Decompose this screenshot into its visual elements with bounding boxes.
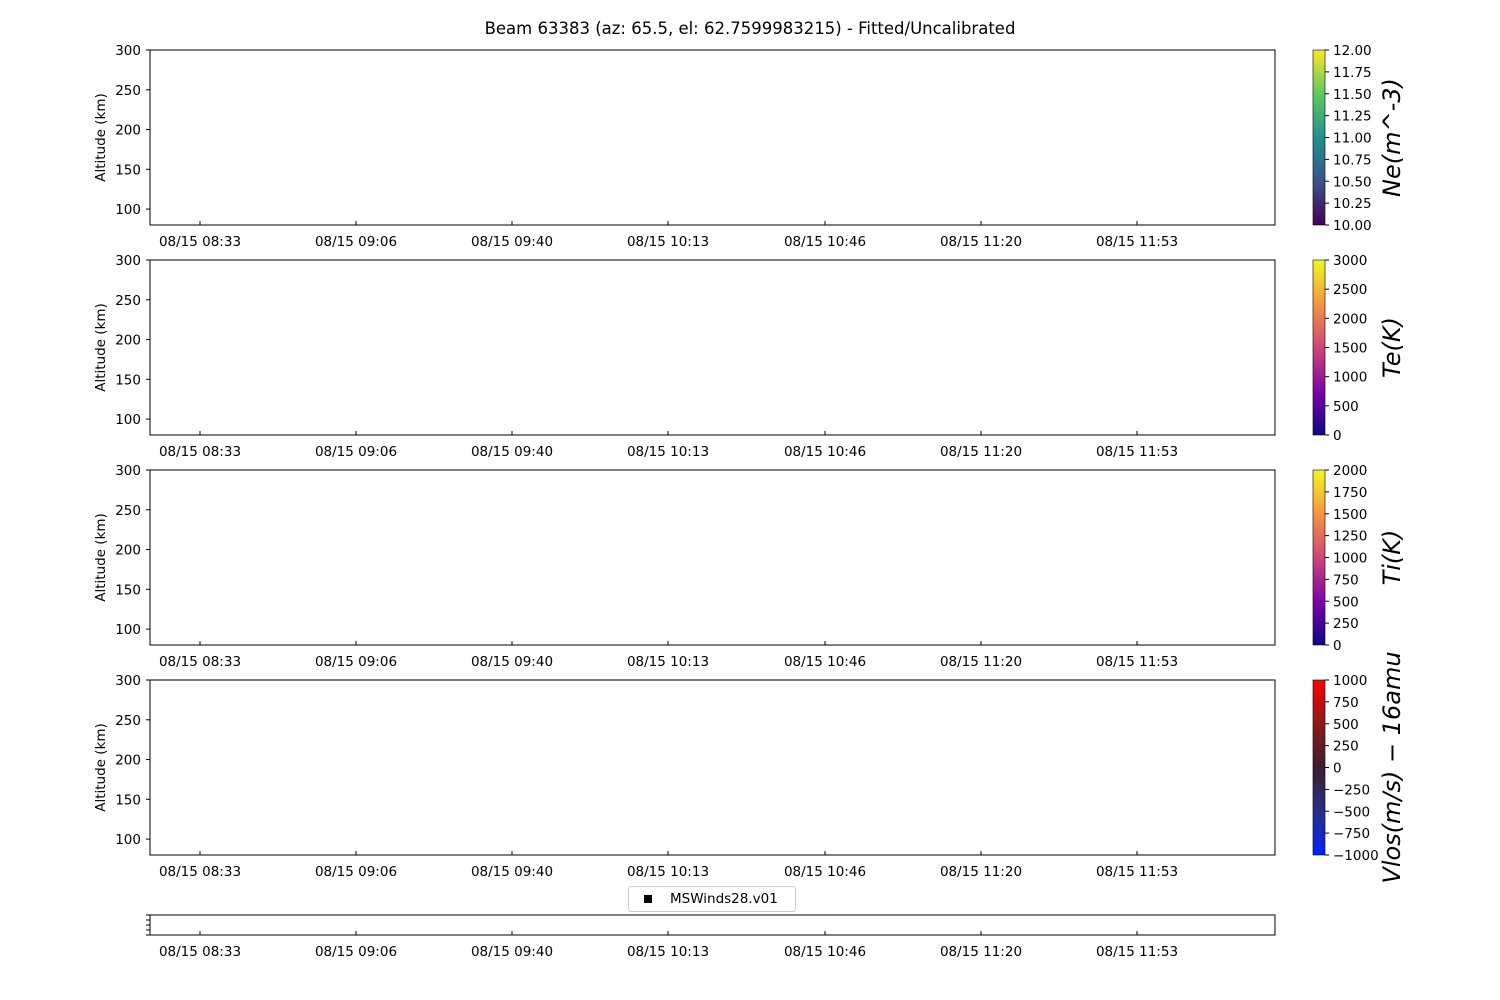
colorbar-tick-label: 0	[1333, 760, 1342, 777]
x-tick-label: 08/15 10:13	[626, 444, 710, 460]
colorbar-tick-label: 500	[1333, 398, 1359, 415]
x-tick-label: 08/15 09:40	[470, 654, 554, 670]
colorbar-tick-label: 10.25	[1333, 196, 1372, 213]
x-tick-label: 08/15 10:13	[626, 234, 710, 250]
y-tick-label: 200	[115, 752, 141, 769]
colorbar-tick-label: 11.75	[1333, 64, 1372, 81]
colorbar	[1313, 260, 1325, 435]
colorbar-tick-label: 2000	[1333, 311, 1368, 328]
colorbar-label: Vlos(m/s) − 16amu	[1378, 651, 1406, 884]
panel-3	[93, 463, 1406, 670]
colorbar-tick-label: 10.00	[1333, 218, 1372, 234]
colorbar-tick-label: 3000	[1333, 253, 1368, 269]
y-axis-label: Altitude (km)	[93, 303, 109, 392]
colorbar-label: Ti(K)	[1378, 529, 1406, 586]
colorbar-tick-label: 2000	[1333, 463, 1368, 479]
legend	[628, 886, 796, 912]
y-tick-label: 200	[115, 332, 141, 349]
plot-frame	[150, 260, 1275, 435]
colorbar-tick-label: 1000	[1333, 550, 1368, 567]
x-tick-label: 08/15 11:20	[939, 654, 1023, 670]
x-tick-label: 08/15 09:06	[314, 864, 398, 880]
panel-5	[146, 915, 1275, 960]
y-tick-label: 250	[115, 502, 141, 519]
plot-frame	[150, 470, 1275, 645]
figure-title: Beam 63383 (az: 65.5, el: 62.7599983215) - Fitted/Uncalibrated	[484, 19, 1016, 38]
colorbar-tick-label: 0	[1333, 638, 1342, 654]
x-tick-label: 08/15 08:33	[158, 444, 242, 460]
colorbar-tick-label: 10.50	[1333, 174, 1372, 191]
colorbar-tick-label: 11.25	[1333, 108, 1372, 125]
y-tick-label: 150	[115, 582, 141, 599]
x-tick-label: 08/15 09:06	[314, 444, 398, 460]
y-axis-label: Altitude (km)	[93, 513, 109, 602]
x-tick-label: 08/15 10:46	[783, 444, 867, 460]
legend-label: MSWinds28.v01	[670, 891, 778, 907]
y-tick-label: 200	[115, 542, 141, 559]
x-tick-label: 08/15 09:40	[470, 944, 554, 960]
plot-frame	[150, 680, 1275, 855]
x-tick-label: 08/15 09:40	[470, 444, 554, 460]
x-tick-label: 08/15 08:33	[158, 234, 242, 250]
x-tick-label: 08/15 09:06	[314, 234, 398, 250]
x-tick-label: 08/15 09:40	[470, 234, 554, 250]
colorbar	[1313, 50, 1325, 225]
y-tick-label: 250	[115, 292, 141, 309]
x-tick-label: 08/15 08:33	[158, 864, 242, 880]
colorbar-tick-label: 250	[1333, 738, 1359, 755]
x-tick-label: 08/15 10:13	[626, 944, 710, 960]
plot-frame	[150, 50, 1275, 225]
y-tick-label: 200	[115, 122, 141, 139]
colorbar-tick-label: 1500	[1333, 340, 1368, 357]
y-tick-label: 100	[115, 202, 141, 219]
x-tick-label: 08/15 10:13	[626, 654, 710, 670]
colorbar-label: Te(K)	[1378, 317, 1406, 378]
y-tick-label: 150	[115, 162, 141, 179]
x-tick-label: 08/15 10:46	[783, 864, 867, 880]
colorbar-label: Ne(m^-3)	[1378, 78, 1406, 197]
y-tick-label: 250	[115, 82, 141, 99]
x-tick-label: 08/15 11:53	[1095, 944, 1179, 960]
colorbar-tick-label: −250	[1333, 782, 1371, 799]
x-tick-label: 08/15 11:53	[1095, 234, 1179, 250]
panel-4	[93, 651, 1406, 883]
colorbar-tick-label: 11.50	[1333, 86, 1372, 103]
y-tick-label: 300	[115, 463, 141, 479]
y-tick-label: 150	[115, 792, 141, 809]
colorbar-tick-label: −750	[1333, 826, 1371, 843]
x-tick-label: 08/15 11:53	[1095, 444, 1179, 460]
colorbar-tick-label: 250	[1333, 616, 1359, 633]
x-tick-label: 08/15 11:20	[939, 234, 1023, 250]
colorbar-tick-label: 500	[1333, 716, 1359, 733]
y-tick-label: 300	[115, 253, 141, 269]
colorbar-tick-label: 12.00	[1333, 43, 1372, 59]
colorbar-tick-label: 2500	[1333, 282, 1368, 299]
x-tick-label: 08/15 10:46	[783, 234, 867, 250]
colorbar	[1313, 470, 1325, 645]
x-tick-label: 08/15 09:40	[470, 864, 554, 880]
y-tick-label: 100	[115, 622, 141, 639]
x-tick-label: 08/15 11:20	[939, 864, 1023, 880]
y-tick-label: 150	[115, 372, 141, 389]
y-tick-label: 100	[115, 832, 141, 849]
colorbar-tick-label: 10.75	[1333, 152, 1372, 169]
colorbar-tick-label: 0	[1333, 428, 1342, 444]
x-tick-label: 08/15 10:46	[783, 944, 867, 960]
panel-2	[93, 253, 1406, 460]
legend-marker	[644, 895, 652, 903]
colorbar-tick-label: 11.00	[1333, 130, 1372, 147]
y-tick-label: 300	[115, 43, 141, 59]
colorbar-tick-label: −500	[1333, 804, 1371, 821]
colorbar-tick-label: −1000	[1333, 848, 1379, 864]
colorbar-tick-label: 500	[1333, 594, 1359, 611]
x-tick-label: 08/15 11:20	[939, 944, 1023, 960]
y-tick-label: 250	[115, 712, 141, 729]
x-tick-label: 08/15 09:06	[314, 944, 398, 960]
colorbar-tick-label: 750	[1333, 694, 1359, 711]
colorbar-tick-label: 1250	[1333, 528, 1368, 545]
colorbar	[1313, 680, 1325, 855]
x-tick-label: 08/15 08:33	[158, 944, 242, 960]
x-tick-label: 08/15 10:13	[626, 864, 710, 880]
x-tick-label: 08/15 11:53	[1095, 654, 1179, 670]
y-tick-label: 300	[115, 673, 141, 689]
x-tick-label: 08/15 09:06	[314, 654, 398, 670]
y-axis-label: Altitude (km)	[93, 93, 109, 182]
colorbar-tick-label: 1000	[1333, 369, 1368, 386]
y-tick-label: 100	[115, 412, 141, 429]
x-tick-label: 08/15 10:46	[783, 654, 867, 670]
colorbar-tick-label: 1500	[1333, 506, 1368, 523]
colorbar-tick-label: 750	[1333, 572, 1359, 589]
x-tick-label: 08/15 08:33	[158, 654, 242, 670]
colorbar-tick-label: 1000	[1333, 673, 1368, 689]
colorbar-tick-label: 1750	[1333, 484, 1368, 501]
plot-frame	[150, 915, 1275, 935]
y-axis-label: Altitude (km)	[93, 723, 109, 812]
x-tick-label: 08/15 11:53	[1095, 864, 1179, 880]
x-tick-label: 08/15 11:20	[939, 444, 1023, 460]
panel-1	[93, 43, 1406, 250]
